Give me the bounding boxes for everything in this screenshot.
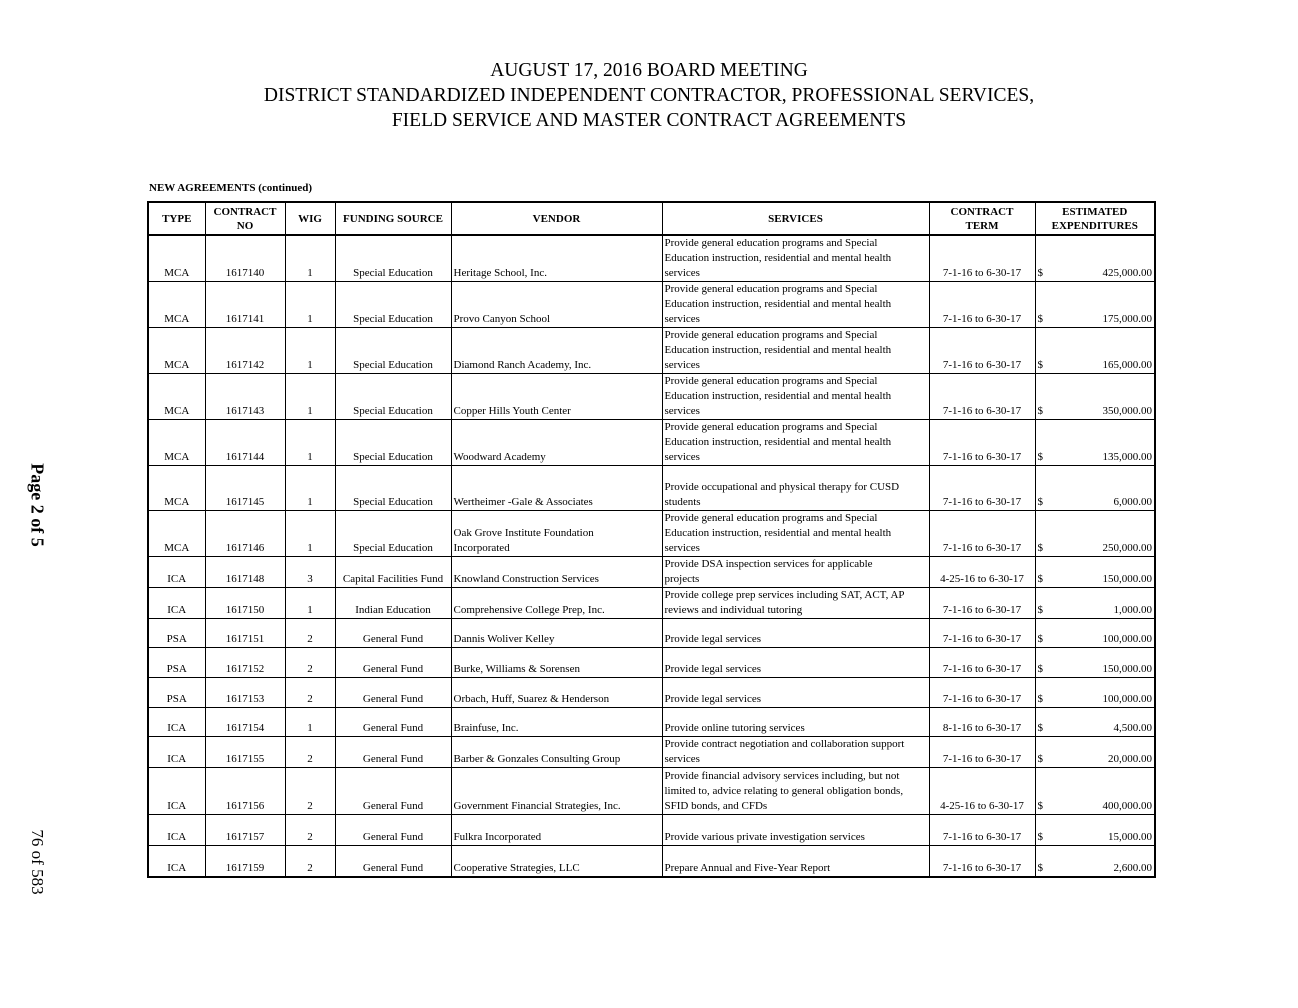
service-line: services <box>664 753 700 765</box>
cell-vendor <box>451 282 662 328</box>
col-estimated-expenditures-header: ESTIMATED EXPENDITURES <box>1035 202 1155 235</box>
cell-type: ICA <box>148 846 205 877</box>
amount-value: 425,000.00 <box>1102 267 1152 279</box>
table-row <box>148 511 1155 557</box>
section-label: NEW AGREEMENTS (continued) <box>149 182 312 194</box>
cell-vendor <box>451 708 662 737</box>
cell-services <box>662 678 929 708</box>
cell-type: MCA <box>148 235 205 282</box>
cell-contract-no: 1617150 <box>205 588 285 619</box>
cell-funding-source: General Fund <box>335 648 451 678</box>
cell-contract-no: 1617152 <box>205 648 285 678</box>
page-number-label: Page 2 of 5 <box>27 463 48 547</box>
cell-wig: 1 <box>285 588 335 619</box>
service-line: Education instruction, residential and mental health <box>664 527 892 539</box>
table-row <box>148 708 1155 737</box>
col-type-header: TYPE <box>148 202 205 235</box>
title-line-2: DISTRICT STANDARDIZED INDEPENDENT CONTRACTOR, PROFESSIONAL SERVICES, <box>263 85 1035 106</box>
cell-estimated-expenditure <box>1035 708 1155 737</box>
cell-contract-term: 7-1-16 to 6-30-17 <box>929 846 1035 877</box>
col-contract-term-header: CONTRACT TERM <box>929 202 1035 235</box>
table-row <box>148 768 1155 815</box>
amount-value: 1,000.00 <box>1113 604 1152 616</box>
cell-vendor <box>451 374 662 420</box>
cell-vendor <box>451 466 662 511</box>
cell-contract-no: 1617148 <box>205 557 285 588</box>
vendor-line: Comprehensive College Prep, Inc. <box>453 604 605 616</box>
cell-contract-term: 7-1-16 to 6-30-17 <box>929 588 1035 619</box>
cell-estimated-expenditure <box>1035 815 1155 846</box>
cell-contract-term: 7-1-16 to 6-30-17 <box>929 282 1035 328</box>
cell-contract-term: 7-1-16 to 6-30-17 <box>929 619 1035 648</box>
service-line: Provide general education programs and Special <box>664 237 878 249</box>
cell-wig: 2 <box>285 737 335 768</box>
table-row <box>148 466 1155 511</box>
col-services-header: SERVICES <box>662 202 929 235</box>
service-line: reviews and individual tutoring <box>664 604 803 616</box>
currency-symbol: $ <box>1037 800 1043 812</box>
table-body <box>148 235 1155 877</box>
cell-estimated-expenditure <box>1035 619 1155 648</box>
service-line: Education instruction, residential and mental health <box>664 436 892 448</box>
cell-contract-term: 7-1-16 to 6-30-17 <box>929 815 1035 846</box>
cell-services <box>662 420 929 466</box>
currency-symbol: $ <box>1037 722 1043 734</box>
amount-value: 4,500.00 <box>1113 722 1152 734</box>
cell-vendor <box>451 846 662 877</box>
title-line-1: AUGUST 17, 2016 BOARD MEETING <box>490 60 808 81</box>
cell-contract-no: 1617146 <box>205 511 285 557</box>
cell-estimated-expenditure <box>1035 768 1155 815</box>
table-row <box>148 235 1155 282</box>
cell-estimated-expenditure <box>1035 588 1155 619</box>
col-contract-no-header: CONTRACT NO <box>205 202 285 235</box>
cell-estimated-expenditure <box>1035 282 1155 328</box>
cell-contract-no: 1617151 <box>205 619 285 648</box>
service-line: limited to, advice relating to general obligation bonds, <box>664 785 904 797</box>
cell-estimated-expenditure <box>1035 737 1155 768</box>
title-line-3: FIELD SERVICE AND MASTER CONTRACT AGREEMENTS <box>391 110 907 131</box>
cell-vendor <box>451 511 662 557</box>
service-line: Provide general education programs and Special <box>664 375 878 387</box>
service-line: services <box>664 359 700 371</box>
cell-contract-term: 7-1-16 to 6-30-17 <box>929 511 1035 557</box>
cell-services <box>662 737 929 768</box>
cell-wig: 2 <box>285 846 335 877</box>
currency-symbol: $ <box>1037 267 1043 279</box>
table-row <box>148 737 1155 768</box>
cell-wig: 1 <box>285 708 335 737</box>
cell-contract-term: 4-25-16 to 6-30-17 <box>929 768 1035 815</box>
cell-funding-source: General Fund <box>335 846 451 877</box>
cell-type: PSA <box>148 678 205 708</box>
cell-type: MCA <box>148 511 205 557</box>
cell-funding-source: Special Education <box>335 511 451 557</box>
cell-estimated-expenditure <box>1035 328 1155 374</box>
currency-symbol: $ <box>1037 542 1043 554</box>
currency-symbol: $ <box>1037 861 1043 874</box>
cell-services <box>662 235 929 282</box>
cell-funding-source: General Fund <box>335 815 451 846</box>
currency-symbol: $ <box>1037 451 1043 463</box>
cell-wig: 2 <box>285 678 335 708</box>
cell-contract-term: 7-1-16 to 6-30-17 <box>929 328 1035 374</box>
cell-wig: 2 <box>285 648 335 678</box>
table-row <box>148 374 1155 420</box>
vendor-line: Incorporated <box>453 542 510 554</box>
service-line: Provide general education programs and Special <box>664 512 878 524</box>
cell-contract-no: 1617145 <box>205 466 285 511</box>
amount-value: 2,600.00 <box>1113 861 1152 874</box>
cell-funding-source: Special Education <box>335 328 451 374</box>
cell-services <box>662 328 929 374</box>
cell-vendor <box>451 420 662 466</box>
currency-symbol: $ <box>1037 496 1043 508</box>
vendor-line: Barber & Gonzales Consulting Group <box>453 753 621 765</box>
vendor-line: Copper Hills Youth Center <box>453 405 571 417</box>
service-line: Provide general education programs and Special <box>664 283 878 295</box>
agreements-table <box>147 201 1156 878</box>
cell-services <box>662 466 929 511</box>
cell-vendor <box>451 737 662 768</box>
cell-type: ICA <box>148 815 205 846</box>
cell-type: MCA <box>148 466 205 511</box>
currency-symbol: $ <box>1037 405 1043 417</box>
service-line: services <box>664 313 700 325</box>
service-line: SFID bonds, and CFDs <box>664 800 768 812</box>
vendor-line: Heritage School, Inc. <box>453 267 547 279</box>
cell-vendor <box>451 557 662 588</box>
amount-value: 20,000.00 <box>1108 753 1152 765</box>
cell-type: ICA <box>148 588 205 619</box>
cell-wig: 1 <box>285 282 335 328</box>
cell-vendor <box>451 235 662 282</box>
service-line: projects <box>664 573 700 585</box>
cell-funding-source: Special Education <box>335 282 451 328</box>
service-line: Provide contract negotiation and collaboration support <box>664 738 905 750</box>
page-count-label: 76 of 583 <box>28 829 47 895</box>
cell-services <box>662 648 929 678</box>
amount-value: 350,000.00 <box>1102 405 1152 417</box>
service-line: services <box>664 267 700 279</box>
col-vendor-header: VENDOR <box>451 202 662 235</box>
service-line: Provide legal services <box>664 693 762 705</box>
table-row <box>148 678 1155 708</box>
cell-vendor <box>451 648 662 678</box>
cell-type: MCA <box>148 420 205 466</box>
currency-symbol: $ <box>1037 313 1043 325</box>
cell-funding-source: Special Education <box>335 420 451 466</box>
cell-wig: 2 <box>285 619 335 648</box>
vendor-line: Woodward Academy <box>453 451 546 463</box>
cell-estimated-expenditure <box>1035 466 1155 511</box>
table-header-row <box>148 202 1155 235</box>
cell-wig: 1 <box>285 466 335 511</box>
cell-wig: 1 <box>285 328 335 374</box>
amount-value: 150,000.00 <box>1102 573 1152 585</box>
cell-funding-source: Special Education <box>335 235 451 282</box>
amount-value: 400,000.00 <box>1102 800 1152 812</box>
cell-wig: 1 <box>285 420 335 466</box>
table-row <box>148 557 1155 588</box>
currency-symbol: $ <box>1037 831 1043 843</box>
cell-type: ICA <box>148 737 205 768</box>
cell-funding-source: General Fund <box>335 708 451 737</box>
service-line: Provide DSA inspection services for applicable <box>664 558 873 570</box>
amount-value: 15,000.00 <box>1108 831 1152 843</box>
cell-contract-term: 7-1-16 to 6-30-17 <box>929 648 1035 678</box>
cell-vendor <box>451 588 662 619</box>
vendor-line: Government Financial Strategies, Inc. <box>453 800 621 812</box>
cell-estimated-expenditure <box>1035 235 1155 282</box>
currency-symbol: $ <box>1037 663 1043 675</box>
cell-funding-source: Capital Facilities Fund <box>335 557 451 588</box>
service-line: Provide online tutoring services <box>664 722 805 734</box>
cell-contract-term: 7-1-16 to 6-30-17 <box>929 737 1035 768</box>
cell-vendor <box>451 678 662 708</box>
amount-value: 100,000.00 <box>1102 693 1152 705</box>
service-line: services <box>664 542 700 554</box>
cell-funding-source: General Fund <box>335 619 451 648</box>
amount-value: 150,000.00 <box>1102 663 1152 675</box>
cell-services <box>662 588 929 619</box>
cell-contract-term: 7-1-16 to 6-30-17 <box>929 678 1035 708</box>
table-row <box>148 815 1155 846</box>
vendor-line: Brainfuse, Inc. <box>453 722 519 734</box>
cell-wig: 2 <box>285 815 335 846</box>
service-line: students <box>664 496 701 508</box>
cell-contract-term: 8-1-16 to 6-30-17 <box>929 708 1035 737</box>
currency-symbol: $ <box>1037 604 1043 616</box>
service-line: services <box>664 405 700 417</box>
cell-services <box>662 619 929 648</box>
cell-vendor <box>451 328 662 374</box>
cell-contract-term: 7-1-16 to 6-30-17 <box>929 235 1035 282</box>
cell-estimated-expenditure <box>1035 557 1155 588</box>
cell-type: PSA <box>148 619 205 648</box>
cell-wig: 1 <box>285 511 335 557</box>
service-line: Education instruction, residential and mental health <box>664 390 892 402</box>
cell-services <box>662 708 929 737</box>
cell-estimated-expenditure <box>1035 420 1155 466</box>
cell-type: MCA <box>148 374 205 420</box>
cell-funding-source: General Fund <box>335 737 451 768</box>
cell-services <box>662 374 929 420</box>
amount-value: 165,000.00 <box>1102 359 1152 371</box>
cell-services <box>662 557 929 588</box>
service-line: services <box>664 451 700 463</box>
cell-type: MCA <box>148 282 205 328</box>
table-row <box>148 846 1155 877</box>
cell-funding-source: Special Education <box>335 466 451 511</box>
service-line: Provide occupational and physical therapy for CUSD <box>664 481 900 493</box>
amount-value: 100,000.00 <box>1102 633 1152 645</box>
vendor-line: Fulkra Incorporated <box>453 831 542 843</box>
cell-funding-source: General Fund <box>335 768 451 815</box>
cell-estimated-expenditure <box>1035 846 1155 877</box>
document-title <box>0 58 1298 133</box>
table-row <box>148 420 1155 466</box>
cell-wig: 1 <box>285 235 335 282</box>
cell-type: ICA <box>148 708 205 737</box>
col-wig-header: WIG <box>285 202 335 235</box>
table-row <box>148 588 1155 619</box>
cell-type: ICA <box>148 557 205 588</box>
cell-wig: 2 <box>285 768 335 815</box>
cell-contract-no: 1617141 <box>205 282 285 328</box>
cell-wig: 1 <box>285 374 335 420</box>
cell-contract-term: 7-1-16 to 6-30-17 <box>929 466 1035 511</box>
cell-contract-no: 1617142 <box>205 328 285 374</box>
cell-services <box>662 815 929 846</box>
cell-services <box>662 282 929 328</box>
vendor-line: Cooperative Strategies, LLC <box>453 861 580 874</box>
vendor-line: Dannis Woliver Kelley <box>453 633 555 645</box>
currency-symbol: $ <box>1037 359 1043 371</box>
service-line: Prepare Annual and Five-Year Report <box>664 861 831 874</box>
cell-funding-source: Indian Education <box>335 588 451 619</box>
service-line: Provide various private investigation services <box>664 831 865 843</box>
service-line: Provide college prep services including SAT, ACT, AP <box>664 589 905 601</box>
cell-contract-no: 1617159 <box>205 846 285 877</box>
table-row <box>148 619 1155 648</box>
cell-funding-source: General Fund <box>335 678 451 708</box>
currency-symbol: $ <box>1037 633 1043 645</box>
amount-value: 250,000.00 <box>1102 542 1152 554</box>
cell-estimated-expenditure <box>1035 374 1155 420</box>
service-line: Provide legal services <box>664 633 762 645</box>
cell-contract-term: 4-25-16 to 6-30-17 <box>929 557 1035 588</box>
cell-estimated-expenditure <box>1035 678 1155 708</box>
cell-contract-no: 1617157 <box>205 815 285 846</box>
cell-contract-no: 1617156 <box>205 768 285 815</box>
cell-type: ICA <box>148 768 205 815</box>
service-line: Provide general education programs and Special <box>664 329 878 341</box>
cell-services <box>662 846 929 877</box>
table-row <box>148 328 1155 374</box>
cell-vendor <box>451 815 662 846</box>
cell-type: MCA <box>148 328 205 374</box>
vendor-line: Provo Canyon School <box>453 313 551 325</box>
cell-wig: 3 <box>285 557 335 588</box>
cell-vendor <box>451 768 662 815</box>
cell-estimated-expenditure <box>1035 648 1155 678</box>
amount-value: 6,000.00 <box>1113 496 1152 508</box>
col-funding-source-header: FUNDING SOURCE <box>335 202 451 235</box>
service-line: Education instruction, residential and mental health <box>664 298 892 310</box>
table-row <box>148 282 1155 328</box>
service-line: Provide general education programs and Special <box>664 421 878 433</box>
vendor-line: Orbach, Huff, Suarez & Henderson <box>453 693 610 705</box>
cell-contract-term: 7-1-16 to 6-30-17 <box>929 374 1035 420</box>
currency-symbol: $ <box>1037 753 1043 765</box>
amount-value: 135,000.00 <box>1102 451 1152 463</box>
cell-services <box>662 768 929 815</box>
cell-services <box>662 511 929 557</box>
cell-type: PSA <box>148 648 205 678</box>
vendor-line: Knowland Construction Services <box>453 573 599 585</box>
service-line: Education instruction, residential and mental health <box>664 252 892 264</box>
service-line: Education instruction, residential and mental health <box>664 344 892 356</box>
cell-contract-no: 1617143 <box>205 374 285 420</box>
vendor-line: Burke, Williams & Sorensen <box>453 663 580 675</box>
cell-contract-no: 1617144 <box>205 420 285 466</box>
vendor-line: Diamond Ranch Academy, Inc. <box>453 359 592 371</box>
cell-contract-no: 1617155 <box>205 737 285 768</box>
cell-estimated-expenditure <box>1035 511 1155 557</box>
amount-value: 175,000.00 <box>1102 313 1152 325</box>
service-line: Provide financial advisory services including, but not <box>664 770 900 782</box>
cell-funding-source: Special Education <box>335 374 451 420</box>
cell-vendor <box>451 619 662 648</box>
cell-contract-term: 7-1-16 to 6-30-17 <box>929 420 1035 466</box>
cell-contract-no: 1617153 <box>205 678 285 708</box>
vendor-line: Wertheimer -Gale & Associates <box>453 496 593 508</box>
vendor-line: Oak Grove Institute Foundation <box>453 527 594 539</box>
table-row <box>148 648 1155 678</box>
currency-symbol: $ <box>1037 573 1043 585</box>
cell-contract-no: 1617140 <box>205 235 285 282</box>
currency-symbol: $ <box>1037 693 1043 705</box>
cell-contract-no: 1617154 <box>205 708 285 737</box>
service-line: Provide legal services <box>664 663 762 675</box>
